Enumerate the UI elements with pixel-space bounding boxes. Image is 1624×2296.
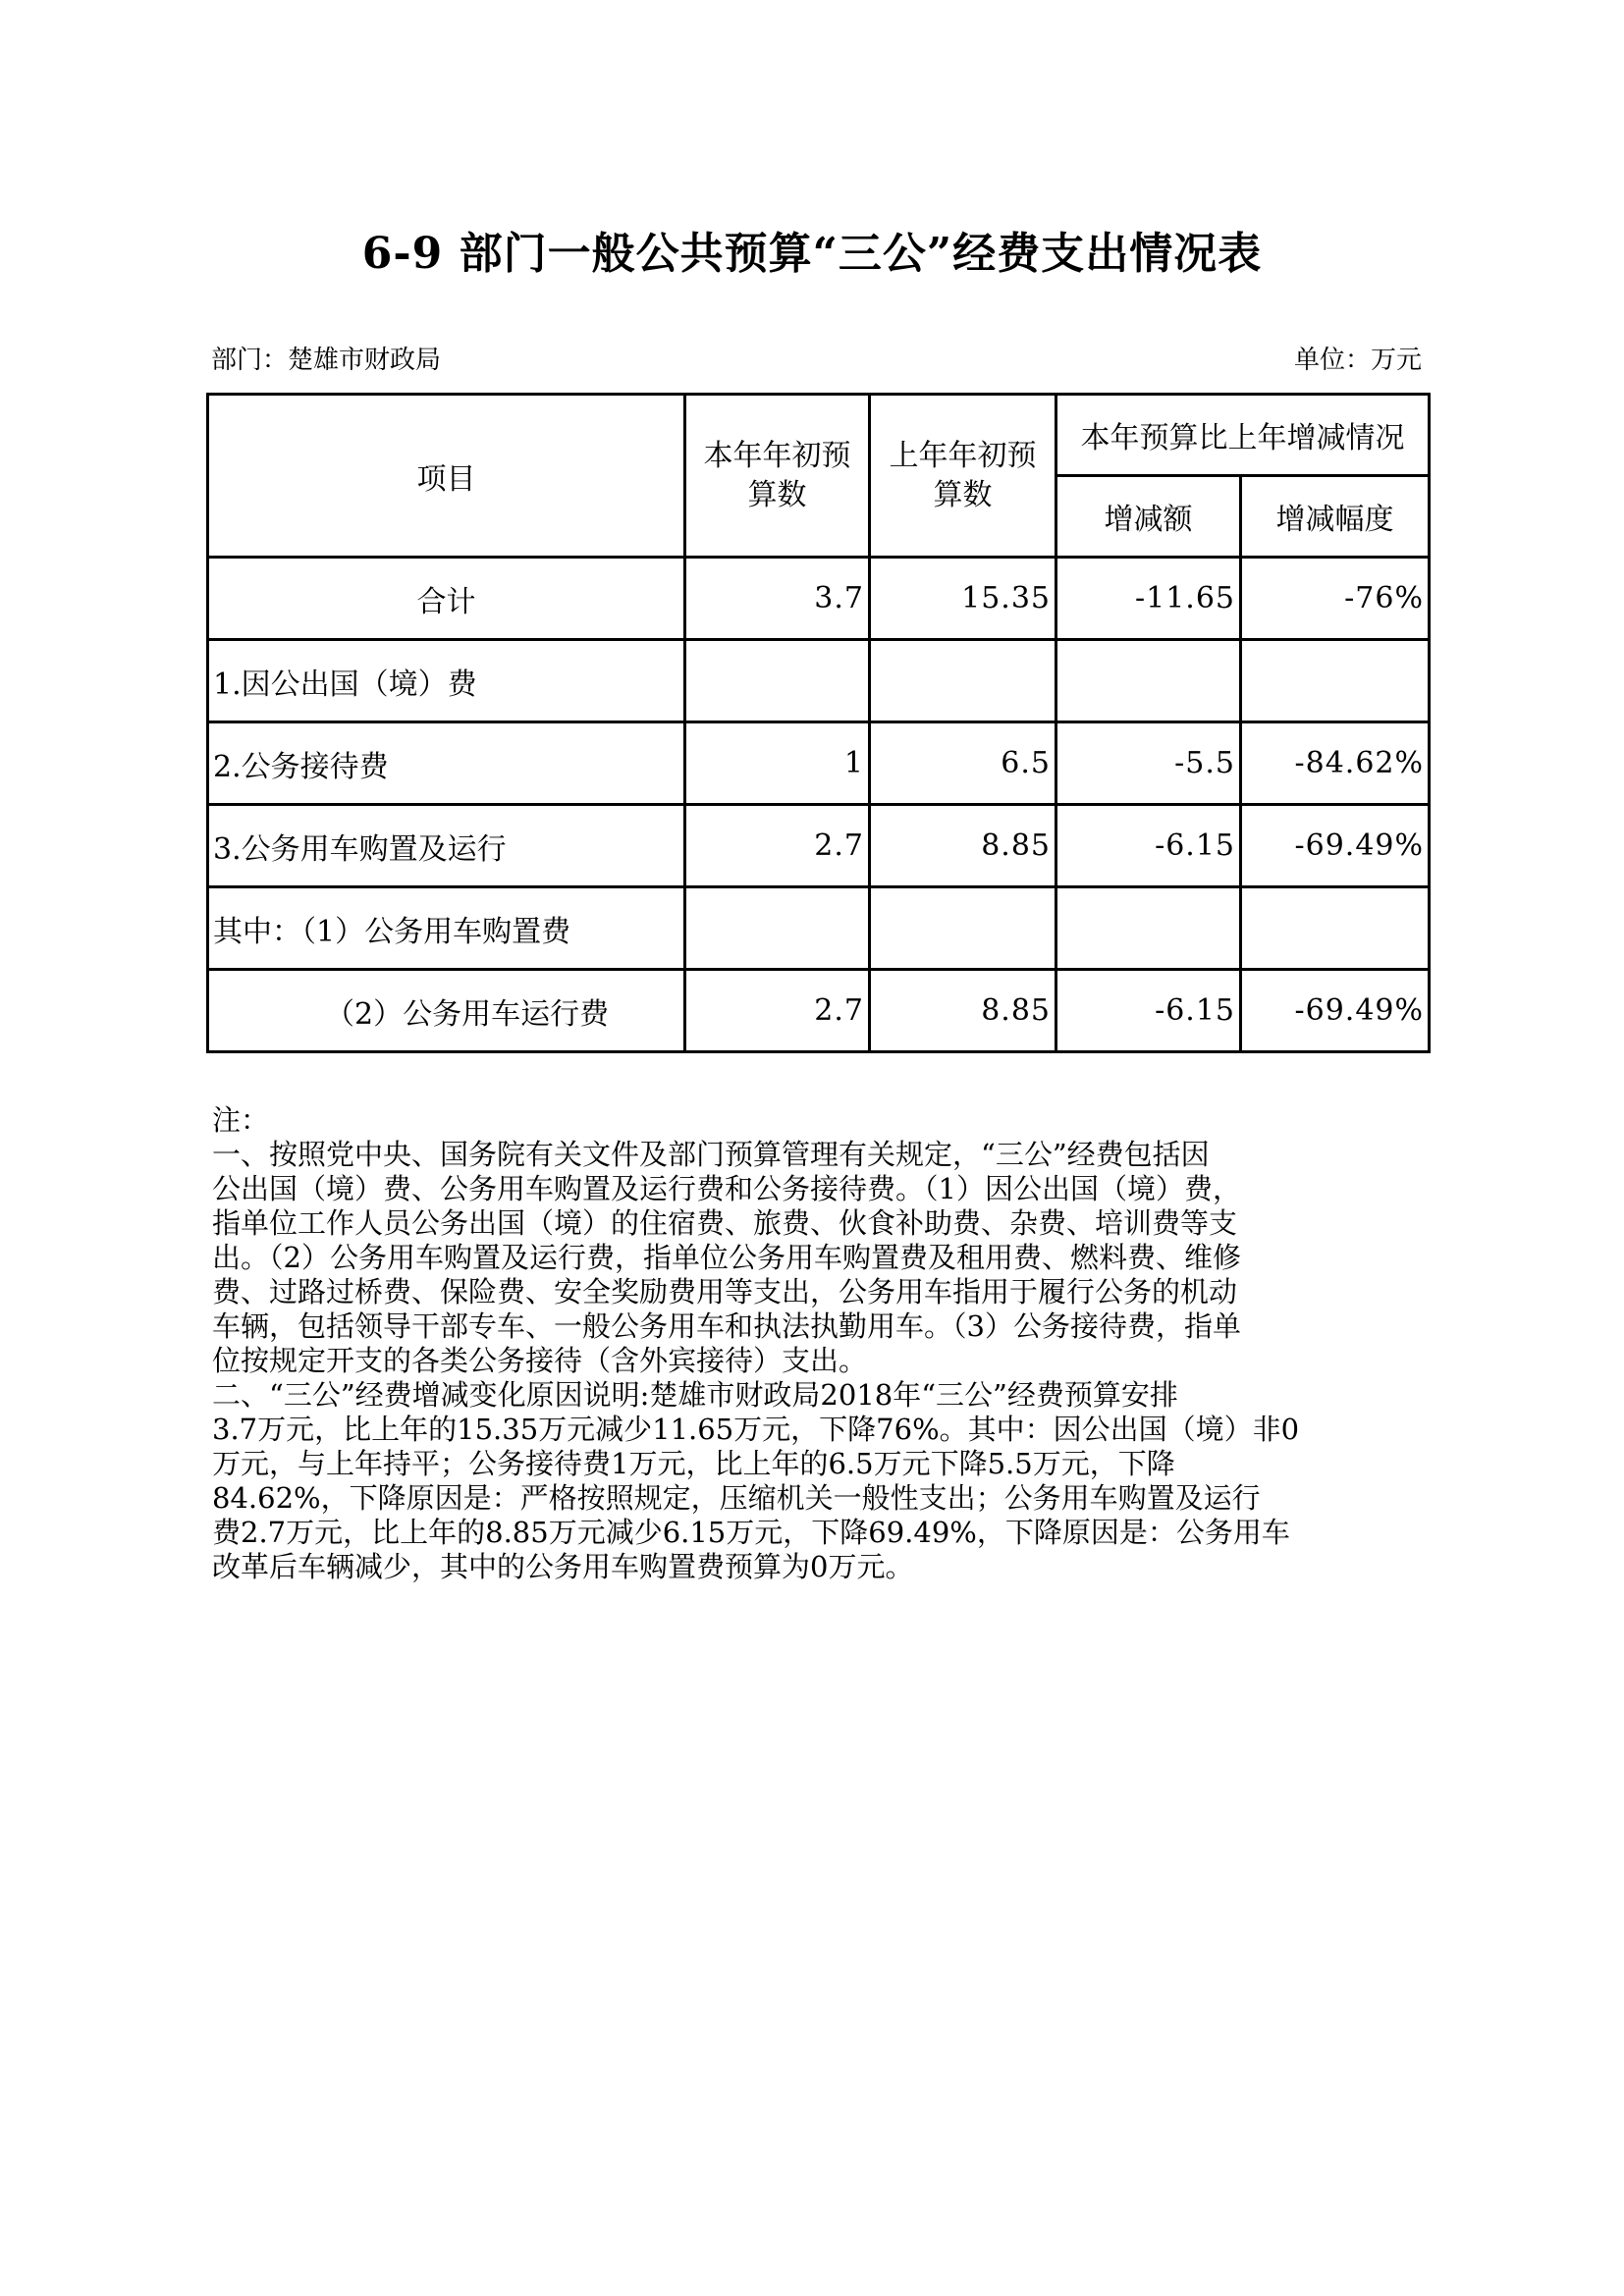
cell-item: 合计 [208, 558, 685, 640]
department-label: 部门：楚雄市财政局 [211, 346, 442, 375]
budget-table [206, 393, 1431, 1053]
cell-change-rate: -76% [1241, 558, 1430, 640]
header-previous: 上年年初预算数 [870, 395, 1056, 558]
notes-line: 费、过路过桥费、保险费、安全奖励费用等支出，公务用车指用于履行公务的机动 [212, 1275, 1238, 1308]
cell-current: 2.7 [685, 970, 870, 1052]
cell-item: 1.因公出国（境）费 [208, 640, 685, 722]
notes-line: 公出国（境）费、公务用车购置及运行费和公务接待费。（1）因公出国（境）费， [212, 1172, 1241, 1205]
notes-line: 二、“三公”经费增减变化原因说明:楚雄市财政局2018年“三公”经费预算安排 [212, 1378, 1178, 1412]
notes-section [212, 1103, 1420, 1584]
cell-change-amount [1056, 887, 1241, 970]
cell-change-amount: -11.65 [1056, 558, 1241, 640]
notes-line: 改革后车辆减少，其中的公务用车购置费预算为0万元。 [212, 1550, 914, 1583]
notes-line: 出。（2）公务用车购置及运行费，指单位公务用车购置费及租用费、燃料费、维修 [212, 1241, 1241, 1274]
cell-current [685, 640, 870, 722]
cell-change-rate: -84.62% [1241, 722, 1430, 805]
cell-previous [870, 640, 1056, 722]
notes-line: 车辆，包括领导干部专车、一般公务用车和执法执勤用车。（3）公务接待费，指单 [212, 1309, 1241, 1343]
table-row [208, 805, 1430, 887]
notes-line: 84.62%，下降原因是：严格按照规定，压缩机关一般性支出；公务用车购置及运行 [212, 1481, 1261, 1515]
table-row [208, 640, 1430, 722]
cell-change-rate: -69.49% [1241, 970, 1430, 1052]
notes-line: 位按规定开支的各类公务接待（含外宾接待）支出。 [212, 1344, 868, 1377]
notes-line: 3.7万元，比上年的15.35万元减少11.65万元，下降76%。其中：因公出国（境）非0 [212, 1413, 1300, 1446]
header-current: 本年年初预算数 [685, 395, 870, 558]
unit-label: 单位：万元 [1293, 346, 1422, 375]
table-row [208, 970, 1430, 1052]
table-row [208, 887, 1430, 970]
cell-change-rate: -69.49% [1241, 805, 1430, 887]
cell-current: 2.7 [685, 805, 870, 887]
cell-change-amount: -5.5 [1056, 722, 1241, 805]
page-title: 6-9 部门一般公共预算“三公”经费支出情况表 [361, 229, 1263, 279]
header-item: 项目 [208, 395, 685, 558]
cell-change-rate [1241, 640, 1430, 722]
cell-change-amount: -6.15 [1056, 805, 1241, 887]
header-change-rate: 增减幅度 [1241, 476, 1430, 558]
header-change-group: 本年预算比上年增减情况 [1056, 395, 1430, 476]
notes-line: 一、按照党中央、国务院有关文件及部门预算管理有关规定，“三公”经费包括因 [212, 1138, 1210, 1171]
cell-change-amount: -6.15 [1056, 970, 1241, 1052]
cell-item: （2）公务用车运行费 [208, 970, 685, 1052]
cell-item: 其中：（1）公务用车购置费 [208, 887, 685, 970]
cell-change-amount [1056, 640, 1241, 722]
header-row [208, 395, 1430, 476]
table-row [208, 722, 1430, 805]
cell-previous: 6.5 [870, 722, 1056, 805]
cell-item: 2.公务接待费 [208, 722, 685, 805]
notes-line: 费2.7万元，比上年的8.85万元减少6.15万元，下降69.49%，下降原因是：公务用车 [212, 1516, 1290, 1549]
cell-previous [870, 887, 1056, 970]
table-row-total [208, 558, 1430, 640]
notes-line: 指单位工作人员公务出国（境）的住宿费、旅费、伙食补助费、杂费、培训费等支 [212, 1206, 1238, 1240]
cell-item: 3.公务用车购置及运行 [208, 805, 685, 887]
cell-previous: 8.85 [870, 970, 1056, 1052]
cell-current [685, 887, 870, 970]
notes-line: 万元，与上年持平；公务接待费1万元，比上年的6.5万元下降5.5万元，下降 [212, 1447, 1175, 1480]
cell-change-rate [1241, 887, 1430, 970]
cell-current: 1 [685, 722, 870, 805]
cell-previous: 15.35 [870, 558, 1056, 640]
header-change-amount: 增减额 [1056, 476, 1241, 558]
cell-current: 3.7 [685, 558, 870, 640]
notes-label: 注： [212, 1103, 270, 1137]
cell-previous: 8.85 [870, 805, 1056, 887]
